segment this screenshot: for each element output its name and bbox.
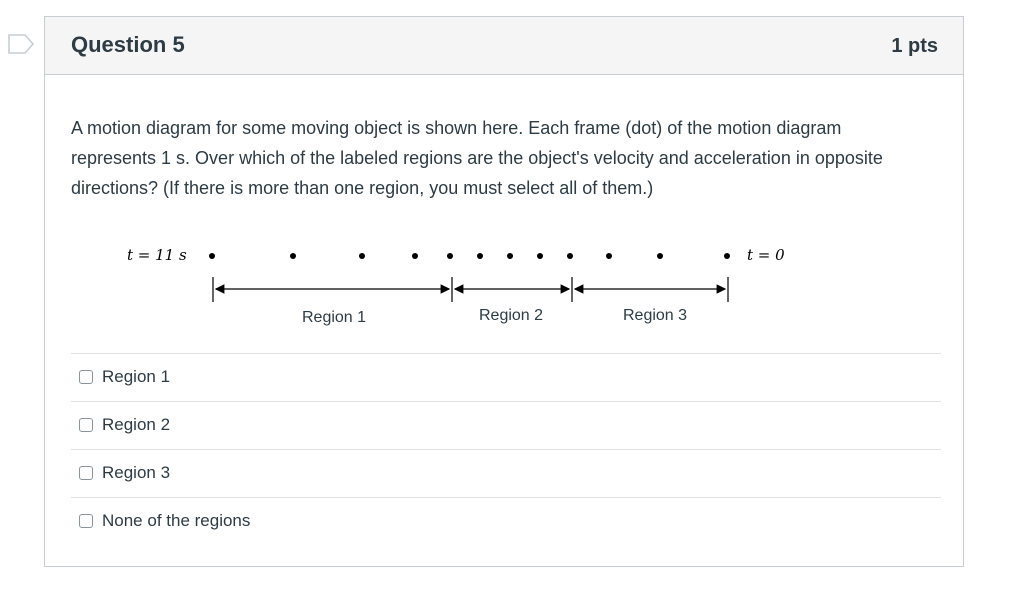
- answer-option-region-1[interactable]: [71, 353, 941, 401]
- frame-dot: [359, 253, 365, 259]
- region-2-label: Region 2: [479, 307, 544, 324]
- answer-option-none[interactable]: [71, 497, 941, 545]
- end-time-label: t = 0: [747, 246, 785, 264]
- answer-label[interactable]: Region 1: [102, 367, 171, 386]
- flag-icon[interactable]: [7, 33, 35, 55]
- question-title: Question 5: [71, 32, 185, 57]
- region-3-label: Region 3: [623, 307, 688, 324]
- motion-diagram: [75, 222, 785, 332]
- question-card: [44, 16, 964, 567]
- answer-label[interactable]: Region 3: [102, 463, 171, 482]
- question-text: A motion diagram for some moving object is shown here. Each frame (dot) of the motion diagram represents 1 s. Over which of the labeled regions are the object's velocity and acceleration in opposite directions? (If there is more than one region, you must select all of them.): [71, 118, 883, 198]
- answer-checkbox[interactable]: [79, 514, 93, 528]
- frame-dot: [537, 253, 543, 259]
- answer-option-region-3[interactable]: [71, 449, 941, 497]
- region-1-label: Region 1: [302, 309, 367, 326]
- frame-dot: [724, 253, 730, 259]
- frame-dot: [477, 253, 483, 259]
- answer-option-region-2[interactable]: [71, 401, 941, 449]
- frame-dot: [567, 253, 573, 259]
- answer-checkbox[interactable]: [79, 466, 93, 480]
- start-time-label: t = 11 s: [127, 246, 187, 264]
- frame-dot: [657, 253, 663, 259]
- question-header: [45, 17, 963, 75]
- frame-dot: [447, 253, 453, 259]
- answer-label[interactable]: None of the regions: [102, 511, 251, 530]
- answer-label[interactable]: Region 2: [102, 415, 171, 434]
- frame-dot: [290, 253, 296, 259]
- answer-checkbox[interactable]: [79, 370, 93, 384]
- frame-dot: [606, 253, 612, 259]
- answer-list: [71, 353, 941, 545]
- answer-checkbox[interactable]: [79, 418, 93, 432]
- frame-dot: [209, 253, 215, 259]
- frame-dot: [507, 253, 513, 259]
- frame-dot: [412, 253, 418, 259]
- question-points: 1 pts: [891, 35, 938, 57]
